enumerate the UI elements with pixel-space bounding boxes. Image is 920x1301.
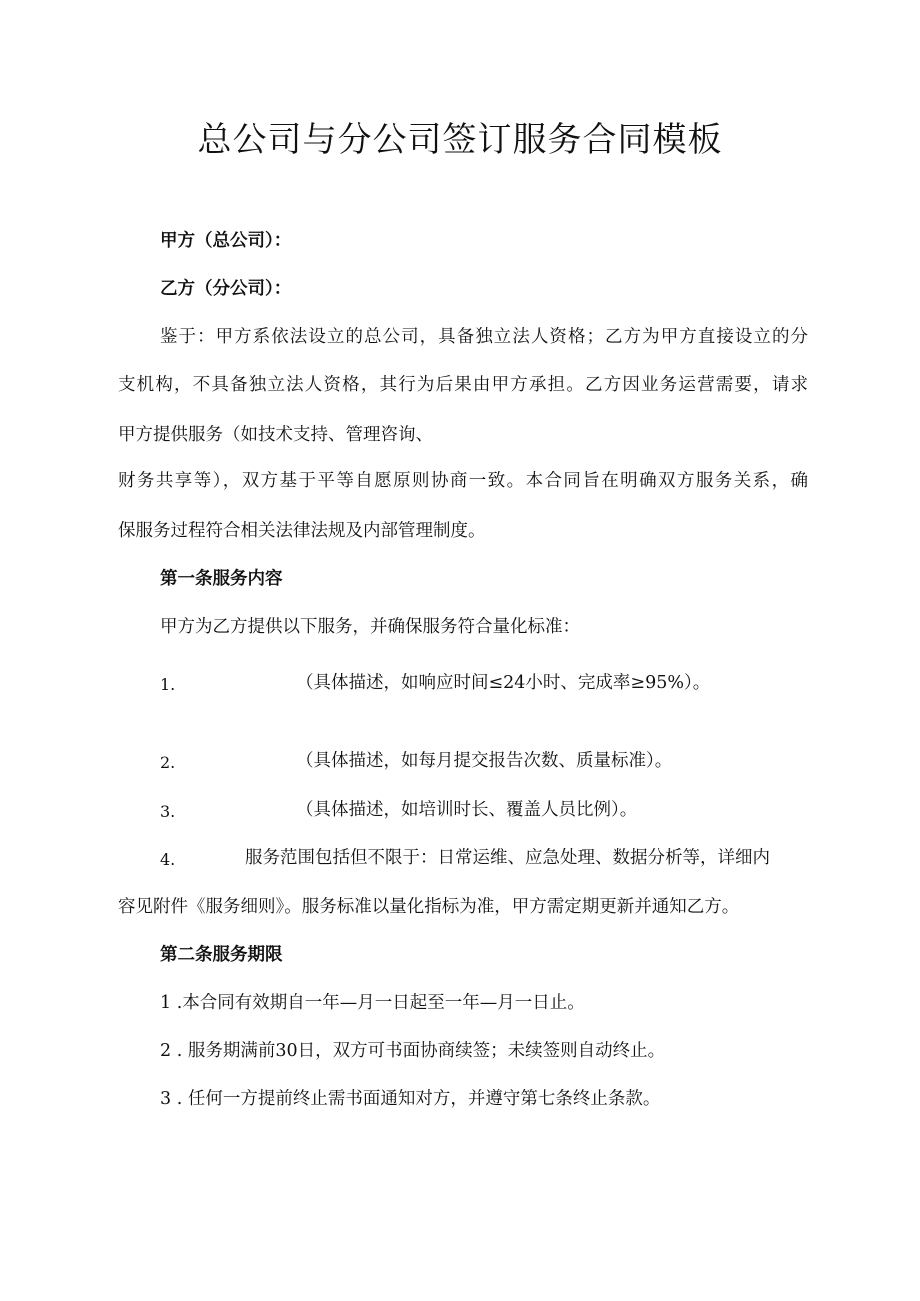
preamble-line-5: 保服务过程符合相关法律法规及内部管理制度。 [118,521,486,541]
list-item-text: （具体描述，如响应时间≤24小时、完成率≥95%）。 [296,673,711,693]
article-1-heading: 第一条服务内容 [160,569,283,589]
list-item-text: （具体描述，如每月提交报告次数、质量标准）。 [296,751,673,771]
article-2-item-2: 2 . 服务期满前30日，双方可书面协商续签；未续签则自动终止。 [160,1041,666,1061]
preamble-line-1: 鉴于：甲方系依法设立的总公司，具备独立法人资格；乙方为甲方直接设立的分 [160,327,808,347]
list-item-text: （具体描述，如培训时长、覆盖人员比例）。 [296,800,638,820]
article-2-item-1: 1 .本合同有效期自一年—月一日起至一年—月一日止。 [160,993,585,1013]
preamble-line-2: 支机构，不具备独立法人资格，其行为后果由甲方承担。乙方因业务运营需要，请求 [118,375,808,395]
party-b-label: 乙方（分公司）： [160,279,292,299]
preamble-line-3: 甲方提供服务（如技术支持、管理咨询、 [118,425,433,445]
list-item-number: 3. [160,802,176,821]
article-2-heading: 第二条服务期限 [160,945,283,965]
article-2-item-3: 3 . 任何一方提前终止需书面通知对方，并遵守第七条终止条款。 [160,1089,661,1109]
article-1-intro: 甲方为乙方提供以下服务，并确保服务符合量化标准： [160,617,580,637]
list-item-text: 服务范围包括但不限于：日常运维、应急处理、数据分析等，详细内 [245,848,770,868]
preamble-line-4: 财务共享等），双方基于平等自愿原则协商一致。本合同旨在明确双方服务关系，确 [118,471,808,491]
list-item-number: 4. [160,850,176,869]
party-a-label: 甲方（总公司）： [160,231,292,251]
document-title: 总公司与分公司签订服务合同模板 [197,120,723,160]
list-item-number: 1. [160,675,176,694]
list-item-continuation: 容见附件《服务细则》。服务标准以量化指标为准，甲方需定期更新并通知乙方。 [118,897,740,917]
list-item-number: 2. [160,753,176,772]
